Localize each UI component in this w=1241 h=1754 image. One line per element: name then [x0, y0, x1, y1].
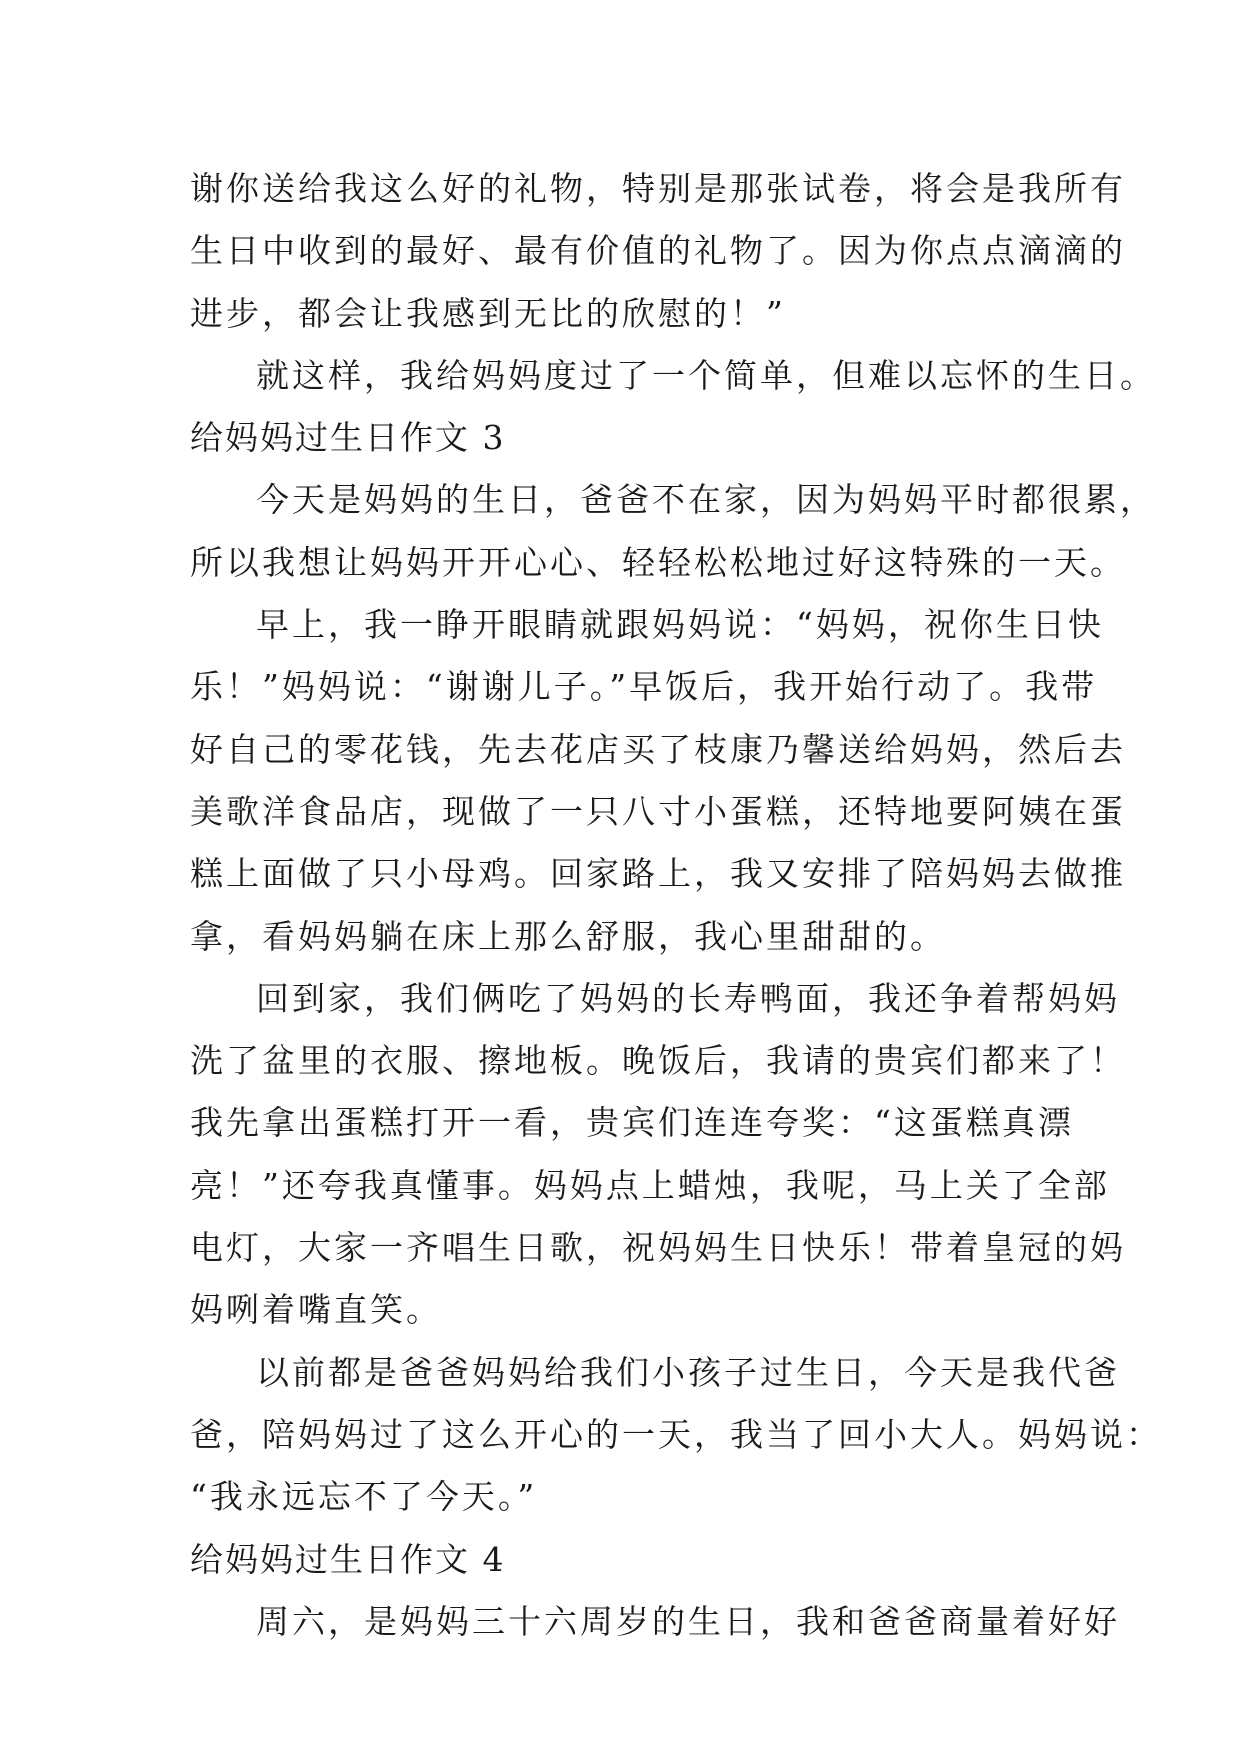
text-line: 电灯，大家一齐唱生日歌，祝妈妈生日快乐！带着皇冠的妈: [190, 1228, 1126, 1268]
paragraph-start-line: 今天是妈妈的生日，爸爸不在家，因为妈妈平时都很累，: [256, 480, 1156, 520]
text-line: 生日中收到的最好、最有价值的礼物了。因为你点点滴滴的: [190, 231, 1126, 271]
text-line: 亮！”还夸我真懂事。妈妈点上蜡烛，我呢，马上关了全部: [190, 1165, 1110, 1205]
text-line: 乐！”妈妈说：“谢谢儿子。”早饭后，我开始行动了。我带: [190, 667, 1098, 707]
section-heading: 给妈妈过生日作文 3: [190, 418, 506, 458]
paragraph-start-line: 周六，是妈妈三十六周岁的生日，我和爸爸商量着好好: [256, 1601, 1120, 1641]
text-line: 好自己的零花钱，先去花店买了枝康乃馨送给妈妈，然后去: [190, 729, 1126, 769]
text-line: 洗了盆里的衣服、擦地板。晚饭后，我请的贵宾们都来了！: [190, 1041, 1126, 1081]
text-line: 美歌洋食品店，现做了一只八寸小蛋糕，还特地要阿姨在蛋: [190, 791, 1126, 831]
document-body: [190, 158, 1162, 1653]
text-line: 进步，都会让我感到无比的欣慰的！”: [190, 293, 786, 333]
paragraph-start-line: 以前都是爸爸妈妈给我们小孩子过生日，今天是我代爸: [256, 1352, 1120, 1392]
text-line: “我永远忘不了今天。”: [190, 1477, 538, 1517]
paragraph-start-line: 回到家，我们俩吃了妈妈的长寿鸭面，我还争着帮妈妈: [256, 978, 1120, 1018]
text-line: 糕上面做了只小母鸡。回家路上，我又安排了陪妈妈去做推: [190, 854, 1126, 894]
text-line: 谢你送给我这么好的礼物，特别是那张试卷，将会是我所有: [190, 169, 1126, 208]
section-heading: 给妈妈过生日作文 4: [190, 1539, 506, 1579]
text-line: 爸，陪妈妈过了这么开心的一天，我当了回小大人。妈妈说：: [190, 1414, 1162, 1454]
paragraph-start-line: 就这样，我给妈妈度过了一个简单，但难以忘怀的生日。: [256, 355, 1156, 395]
paragraph-start-line: 早上，我一睁开眼睛就跟妈妈说：“妈妈，祝你生日快: [256, 605, 1104, 645]
text-line: 我先拿出蛋糕打开一看，贵宾们连连夸奖：“这蛋糕真漂: [190, 1103, 1074, 1143]
text-line: 所以我想让妈妈开开心心、轻轻松松地过好这特殊的一天。: [190, 542, 1126, 582]
text-line: 拿，看妈妈躺在床上那么舒服，我心里甜甜的。: [190, 916, 946, 956]
text-line: 妈咧着嘴直笑。: [190, 1290, 442, 1330]
